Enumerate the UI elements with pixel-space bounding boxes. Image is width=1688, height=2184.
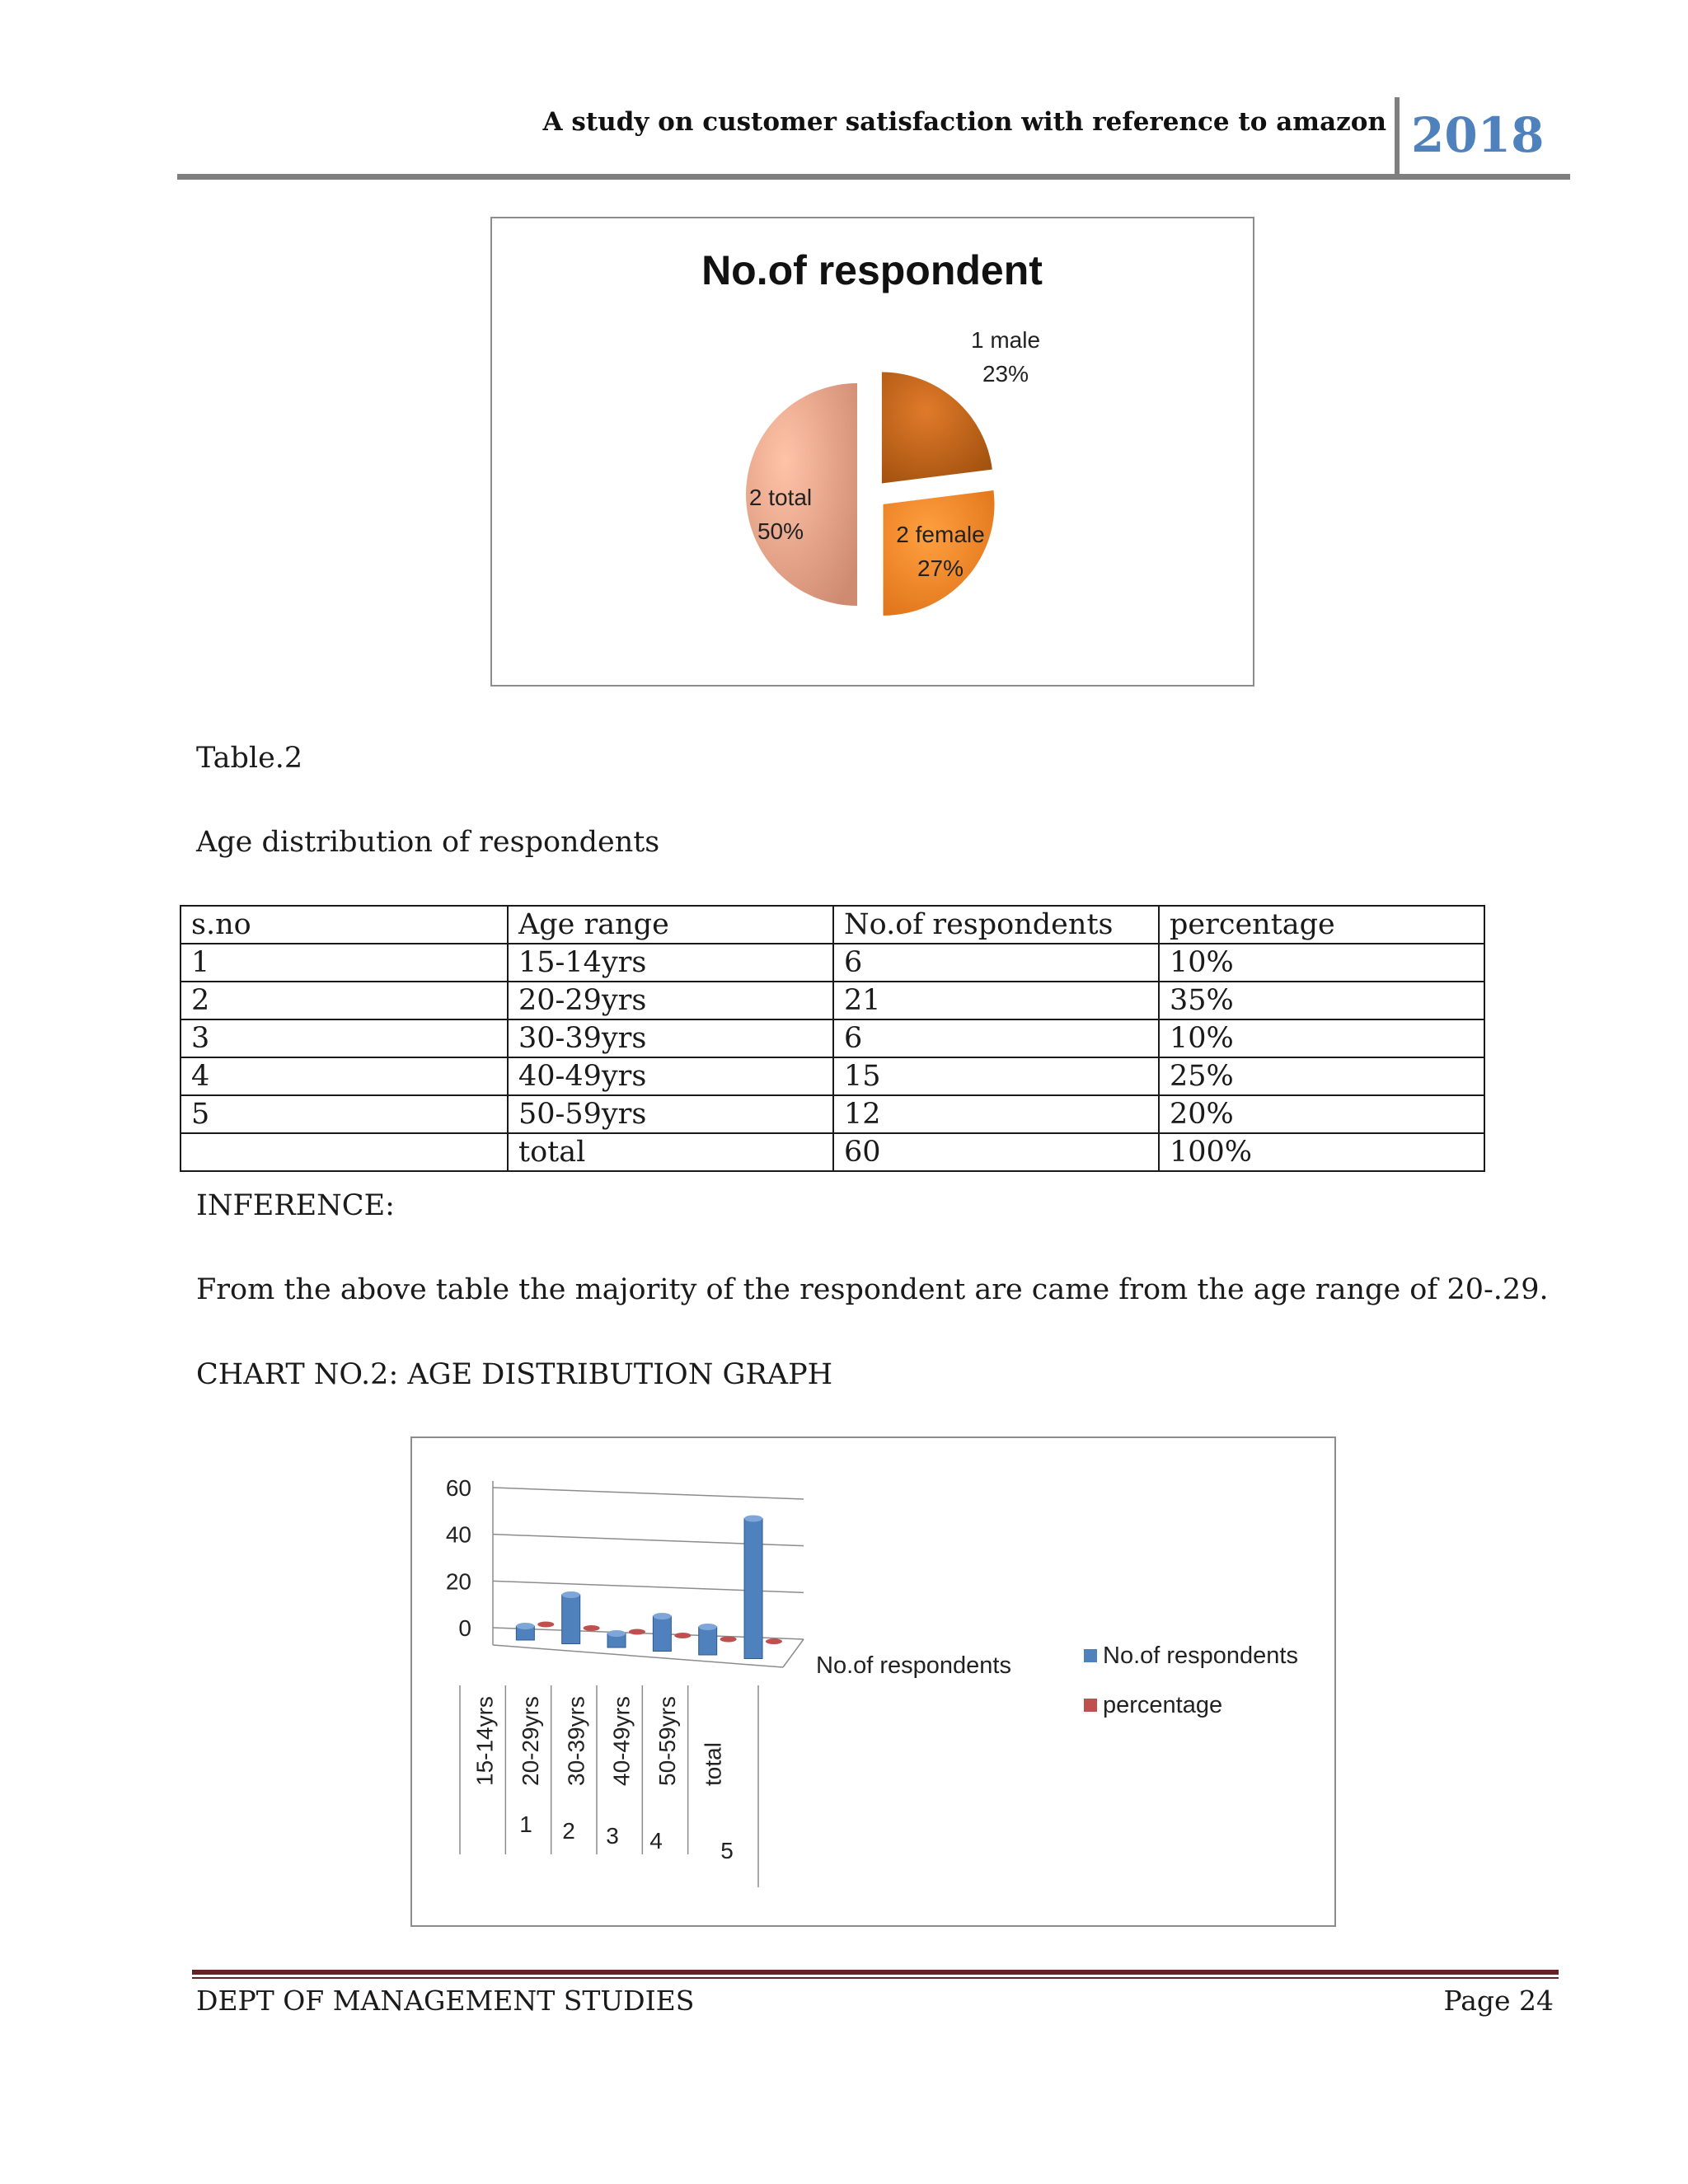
table-cell: 6 [833, 944, 1159, 982]
table-cell: 50-59yrs [508, 1095, 833, 1133]
x-category-label: 15-14yrs [471, 1696, 498, 1786]
group-label: 3 [606, 1823, 619, 1849]
group-label: 1 [519, 1811, 532, 1837]
pie-chart-title: No.of respondent [701, 247, 1043, 293]
table-cell: 30-39yrs [508, 1019, 833, 1057]
gridline [493, 1488, 804, 1499]
footer-department: DEPT OF MANAGEMENT STUDIES [196, 1985, 695, 2017]
table-cell: 2 [181, 982, 508, 1019]
y-tick-label: 20 [445, 1568, 471, 1595]
table-cell: 15-14yrs [508, 944, 833, 982]
table-cell: 40-49yrs [508, 1057, 833, 1095]
table-row [181, 944, 1484, 982]
group-label: 4 [649, 1828, 663, 1854]
header-year: 2018 [1411, 107, 1545, 163]
table-cell: 60 [833, 1133, 1159, 1171]
x-category-label: 50-59yrs [654, 1696, 680, 1786]
depth-axis-label: No.of respondents [816, 1652, 1011, 1679]
inference-heading: INFERENCE: [196, 1189, 395, 1222]
legend-label-respondents: No.of respondents [1103, 1643, 1298, 1669]
bar-respondents [699, 1627, 717, 1655]
table-cell: 3 [181, 1019, 508, 1057]
group-label: 5 [720, 1838, 734, 1863]
table-cell: 12 [833, 1095, 1159, 1133]
legend-label-percentage: percentage [1103, 1692, 1223, 1718]
bar-percentage [629, 1629, 645, 1635]
y-tick-label: 60 [445, 1475, 471, 1501]
bar-respondents-cap [516, 1623, 534, 1629]
table-cell: 1 [181, 944, 508, 982]
footer-rule [192, 1970, 1559, 1975]
table-header-row [181, 906, 1484, 944]
x-category-label: 30-39yrs [563, 1696, 589, 1786]
table-cell: 35% [1159, 982, 1484, 1019]
table-caption: Age distribution of respondents [196, 826, 660, 859]
table-header-cell: Age range [508, 906, 833, 944]
footer-rule-thin [192, 1977, 1559, 1979]
bar-respondents-cap [607, 1630, 626, 1637]
table-cell: 25% [1159, 1057, 1484, 1095]
table-header-cell: percentage [1159, 906, 1484, 944]
pie-pct-female: 27% [917, 555, 964, 581]
pie-label-male: 1 male [970, 327, 1041, 353]
pie-slice-male [882, 372, 992, 483]
pie-label-total: 2 total [748, 485, 813, 510]
bar-chart-frame [410, 1436, 1336, 1927]
table-row [181, 982, 1484, 1019]
table-cell: total [508, 1133, 833, 1171]
table-cell: 15 [833, 1057, 1159, 1095]
age-distribution-bar-chart [412, 1438, 1334, 1925]
bar-respondents-cap [699, 1624, 717, 1630]
bar-percentage [674, 1633, 691, 1638]
chart-2-title: CHART NO.2: AGE DISTRIBUTION GRAPH [196, 1358, 833, 1391]
pie-label-female: 2 female [896, 522, 985, 547]
x-category-label: total [700, 1742, 726, 1786]
pie-slice-female [884, 490, 995, 616]
table-label: Table.2 [196, 742, 303, 775]
pie-chart [492, 218, 1253, 685]
bar-respondents [744, 1519, 762, 1659]
group-label: 2 [562, 1818, 575, 1844]
bar-percentage [766, 1638, 782, 1644]
table-cell: 20% [1159, 1095, 1484, 1133]
running-header-title: A study on customer satisfaction with reference to amazon [542, 107, 1386, 137]
table-row [181, 1095, 1484, 1133]
table-header-cell: s.no [181, 906, 508, 944]
table-cell: 10% [1159, 1019, 1484, 1057]
table-cell: 5 [181, 1095, 508, 1133]
floor-edge-right [783, 1639, 804, 1667]
table-cell: 4 [181, 1057, 508, 1095]
y-tick-label: 0 [458, 1615, 471, 1641]
bar-respondents-cap [653, 1613, 671, 1619]
bar-respondents-cap [744, 1516, 762, 1522]
x-category-label: 40-49yrs [608, 1696, 635, 1786]
pie-pct-total: 50% [757, 518, 804, 544]
bar-percentage [584, 1625, 600, 1631]
age-distribution-table [180, 905, 1485, 1172]
table-cell [181, 1133, 508, 1171]
table-header-cell: No.of respondents [833, 906, 1159, 944]
header-rule [177, 174, 1570, 180]
bar-percentage [720, 1637, 737, 1643]
bar-respondents [562, 1595, 580, 1644]
header-divider [1395, 97, 1400, 176]
legend-swatch-percentage [1084, 1699, 1097, 1712]
x-category-label: 20-29yrs [518, 1696, 543, 1786]
bar-percentage [537, 1622, 554, 1628]
bar-respondents [653, 1616, 671, 1652]
table-row [181, 1133, 1484, 1171]
footer-page-number: Page 24 [1443, 1985, 1554, 2017]
pie-pct-male: 23% [982, 361, 1029, 387]
pie-chart-frame [490, 217, 1254, 687]
y-tick-label: 40 [445, 1521, 471, 1548]
table-row [181, 1057, 1484, 1095]
table-cell: 10% [1159, 944, 1484, 982]
table-cell: 6 [833, 1019, 1159, 1057]
bar-respondents-cap [562, 1591, 580, 1598]
table-cell: 21 [833, 982, 1159, 1019]
legend-swatch-respondents [1084, 1649, 1097, 1662]
inference-text: From the above table the majority of the respondent are came from the age range of 20-.29. [196, 1273, 1549, 1306]
table-cell: 100% [1159, 1133, 1484, 1171]
floor-edge-front [493, 1645, 783, 1667]
table-cell: 20-29yrs [508, 982, 833, 1019]
table-row [181, 1019, 1484, 1057]
